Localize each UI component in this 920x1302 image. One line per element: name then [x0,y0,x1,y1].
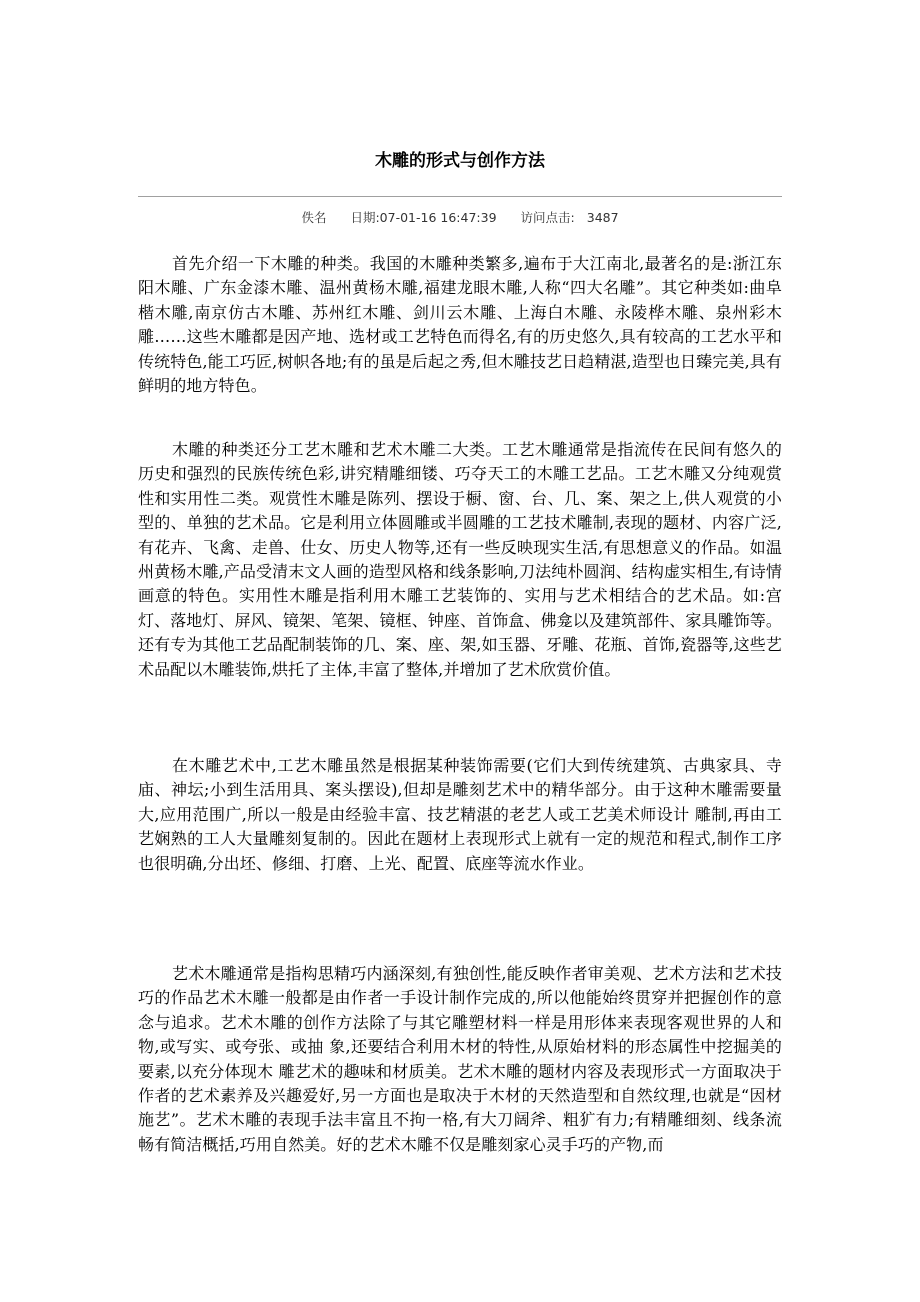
author-name: 佚名 [301,210,327,225]
visits-label: 访问点击: [520,210,575,225]
paragraph-craft-and-art-categories: 木雕的种类还分工艺木雕和艺术木雕二大类。工艺木雕通常是指流传在民间有悠久的历史和强烈的民族传统色彩,讲究精雕细镂、巧夺天工的木雕工艺品。工艺木雕又分纯观赏性和实用性二类。观赏性木雕是陈列、摆设于橱、窗、台、几、案、架之上,供人观赏的小型的、单独的艺术品。它是利用立体圆雕或半圆雕的工艺技术雕制,表现的题材、内容广泛,有花卉、飞禽、走兽、仕女、历史人物等,还有一些反映现实生活,有思想意义的作品。如温州黄杨木雕,产品受清末文人画的造型风格和线条影响,刀法纯朴圆润、结构虚实相生,有诗情画意的特色。实用性木雕是指利用木雕工艺装饰的、实用与艺术相结合的艺术品。如:宫灯、落地灯、屏风、镜架、笔架、镜框、钟座、首饰盒、佛龛以及建筑部件、家具雕饰等。还有专为其他工艺品配制装饰的几、案、座、架,如玉器、牙雕、花瓶、首饰,瓷器等,这些艺术品配以木雕装饰,烘托了主体,丰富了整体,并增加了艺术欣赏价值。 [138,440,783,679]
paragraph-types-intro: 首先介绍一下木雕的种类。我国的木雕种类繁多,遍布于大江南北,最著名的是:浙江东阳木雕、广东金漆木雕、温州黄杨木雕,福建龙眼木雕,人称“四大名雕”。其它种类如:曲阜楷木雕,南京仿古木雕、苏州红木雕、剑川云木雕、上海白木雕、永陵桦木雕、泉州彩木雕……这些木雕都是因产地、选材或工艺特色而得名,有的历史悠久,具有较高的工艺水平和传统特色,能工巧匠,树帜各地;有的虽是后起之秀,但木雕技艺日趋精湛,造型也日臻完美,具有鲜明的地方特色。 [138,254,782,396]
date-label: 日期: [350,210,380,225]
article-meta [138,208,782,226]
paragraph-craft-woodcarving: 在木雕艺术中,工艺木雕虽然是根据某种装饰需要(它们大到传统建筑、古典家具、寺庙、神坛;小到生活用具、案头摆设),但却是雕刻艺术中的精华部分。由于这种木雕需要量大,应用范围广,所以一般是由经验丰富、技艺精湛的老艺人或工艺美术师设计 雕制,再由工艺娴熟的工人大量雕刻复制的。因此在题材上表现形式上就有一定的规范和程式,制作工序也很明确,分出坯、修细、打磨、上光、配置、底座等流水作业。 [138,756,782,873]
paragraph-art-woodcarving: 艺术木雕通常是指构思精巧内涵深刻,有独创性,能反映作者审美观、艺术方法和艺术技巧的作品艺术木雕一般都是由作者一手设计制作完成的,所以他能始终贯穿并把握创作的意念与追求。艺术木雕的创作方法除了与其它雕塑材料一样是用形体来表现客观世界的人和物,或写实、或夸张、或抽 象,还要结合利用木材的特性,从原始材料的形态属性中挖掘美的要素,以充分体现木 雕艺术的趣味和材质美。艺术木雕的题材内容及表现形式一方面取决于作者的艺术素养及兴趣爱好,另一方面也是取决于木材的天然造型和自然纹理,也就是“因材施艺”。艺术木雕的表现手法丰富且不拘一格,有大刀阔斧、粗犷有力;有精雕细刻、线条流畅有简洁概括,巧用自然美。好的艺术木雕不仅是雕刻家心灵手巧的产物,而 [138,964,782,1154]
visits-count: 3487 [586,210,619,225]
title-divider [138,196,782,197]
date-value: 07-01-16 16:47:39 [379,210,497,225]
page-title: 木雕的形式与创作方法 [375,151,545,171]
